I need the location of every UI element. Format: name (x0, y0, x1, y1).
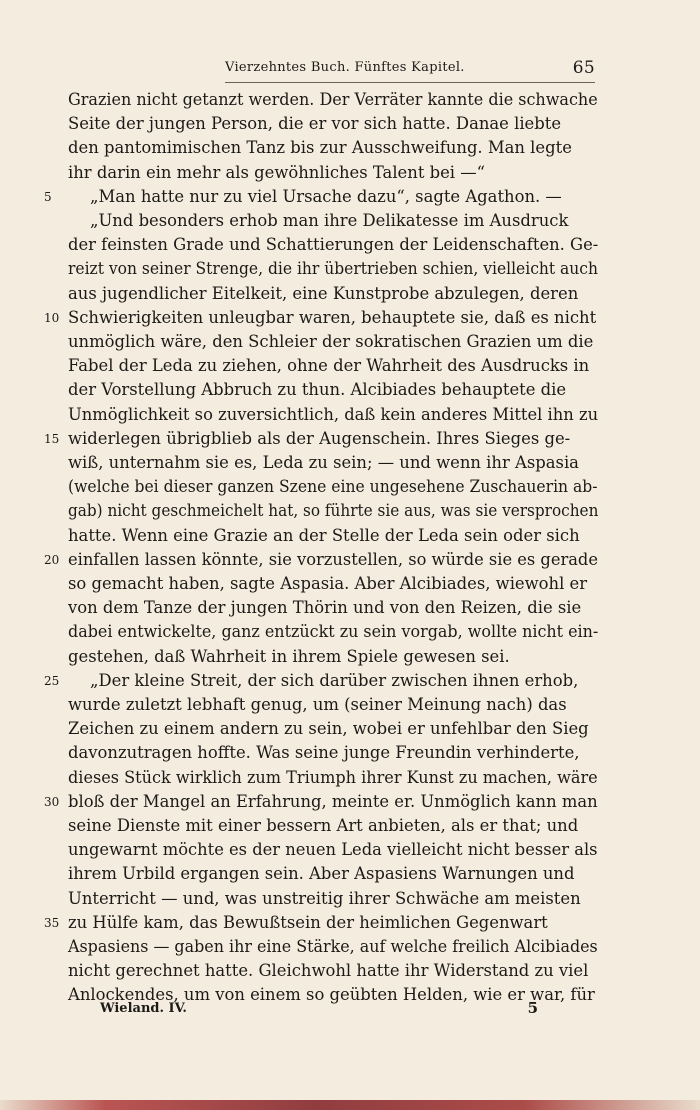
text-line: Unterricht — und, was unstreitig ihrer Schwäche am meisten (68, 888, 581, 908)
line-number: 5 (44, 189, 52, 204)
line-number: 15 (44, 431, 60, 446)
text-line: dieses Stück wirklich zum Triumph ihrer Kunst zu machen, wäre (68, 767, 598, 787)
text-line: (welche bei dieser ganzen Szene eine ungesehene Zuschauerin ab- (68, 477, 598, 497)
text-line: Zeichen zu einem andern zu sein, wobei er unfehlbar den Sieg (68, 719, 589, 739)
text-line: ihrem Urbild ergangen sein. Aber Aspasiens Warnungen und (68, 864, 575, 884)
running-title: Vierzehntes Buch. Fünftes Kapitel. (225, 60, 465, 75)
line-number: 20 (44, 552, 60, 567)
text-line: ungewarnt möchte es der neuen Leda vielleicht nicht besser als (68, 840, 598, 860)
text-line: „Und besonders erhob man ihre Delikatesse im Ausdruck (90, 211, 569, 230)
page-footer (68, 997, 538, 1021)
text-line: nicht gerechnet hatte. Gleichwohl hatte ihr Widerstand zu viel (68, 961, 589, 981)
text-line: davonzutragen hoffte. Was seine junge Freundin verhinderte, (68, 743, 580, 763)
text-line: der Vorstellung Abbruch zu thun. Alcibiades behauptete die (68, 380, 567, 400)
text-line: wiß, unternahm sie es, Leda zu sein; — und wenn ihr Aspasia (68, 453, 579, 472)
line-number: 25 (44, 673, 60, 688)
text-line: wurde zuletzt lebhaft genug, um (seiner Meinung nach) das (68, 695, 567, 714)
page-number: 65 (572, 58, 595, 78)
text-line: Grazien nicht getanzt werden. Der Verräter kannte die schwache (68, 90, 598, 109)
text-line: bloß der Mangel an Erfahrung, meinte er. Unmöglich kann man (68, 791, 598, 811)
text-line: dabei entwickelte, ganz entzückt zu sein vorgab, wollte nicht ein- (68, 622, 599, 642)
text-line: gestehen, daß Wahrheit in ihrem Spiele gewesen sei. (68, 646, 510, 666)
line-number: 10 (44, 310, 60, 325)
text-line: unmöglich wäre, den Schleier der sokratischen Grazien um die (68, 332, 594, 351)
text-line: Seite der jungen Person, die er vor sich hatte. Danae liebte (68, 114, 562, 134)
signature-mark: Wieland. IV. (100, 1001, 187, 1016)
text-line: von dem Tanze der jungen Thörin und von den Reizen, die sie (68, 598, 582, 618)
text-line: der feinsten Grade und Schattierungen der Leidenschaften. Ge- (68, 235, 599, 255)
sheet-number: 5 (527, 999, 538, 1017)
text-line: Schwierigkeiten unleugbar waren, behauptete sie, daß es nicht (68, 307, 597, 327)
text-line: Fabel der Leda zu ziehen, ohne der Wahrheit des Ausdrucks in (68, 356, 590, 376)
page-edge (0, 1100, 700, 1110)
text-line: „Der kleine Streit, der sich darüber zwischen ihnen erhob, (90, 670, 579, 690)
text-line: reizt von seiner Strenge, die ihr übertrieben schien, vielleicht auch (68, 259, 598, 279)
line-number: 35 (44, 915, 60, 930)
text-line: gab) nicht geschmeichelt hat, so führte sie aus, was sie versprochen (68, 501, 599, 521)
running-header (225, 58, 595, 82)
header-rule (225, 82, 595, 83)
text-line: Anlockendes, um von einem so geübten Helden, wie er war, für (68, 985, 595, 1005)
text-line: widerlegen übrigblieb als der Augenschein. Ihres Sieges ge- (68, 428, 571, 448)
text-line: den pantomimischen Tanz bis zur Ausschweifung. Man legte (68, 138, 572, 158)
text-line: „Man hatte nur zu viel Ursache dazu“, sagte Agathon. — (90, 186, 562, 206)
text-line: ihr darin ein mehr als gewöhnliches Talent bei —“ (68, 162, 486, 182)
text-line: Aspasiens — gaben ihr eine Stärke, auf welche freilich Alcibiades (68, 937, 598, 956)
text-line: zu Hülfe kam, das Bewußtsein der heimlichen Gegenwart (68, 912, 548, 932)
text-line: seine Dienste mit einer bessern Art anbieten, als er that; und (68, 816, 579, 835)
line-number: 30 (44, 794, 60, 809)
text-line: so gemacht haben, sagte Aspasia. Aber Alcibiades, wiewohl er (68, 574, 588, 593)
text-line: aus jugendlicher Eitelkeit, eine Kunstprobe abzulegen, deren (68, 283, 579, 303)
text-line: hatte. Wenn eine Grazie an der Stelle der Leda sein oder sich (68, 525, 580, 545)
text-line: Unmöglichkeit so zuversichtlich, daß kein anderes Mittel ihn zu (68, 404, 599, 424)
text-line: einfallen lassen könnte, sie vorzustellen, so würde sie es gerade (68, 549, 598, 569)
